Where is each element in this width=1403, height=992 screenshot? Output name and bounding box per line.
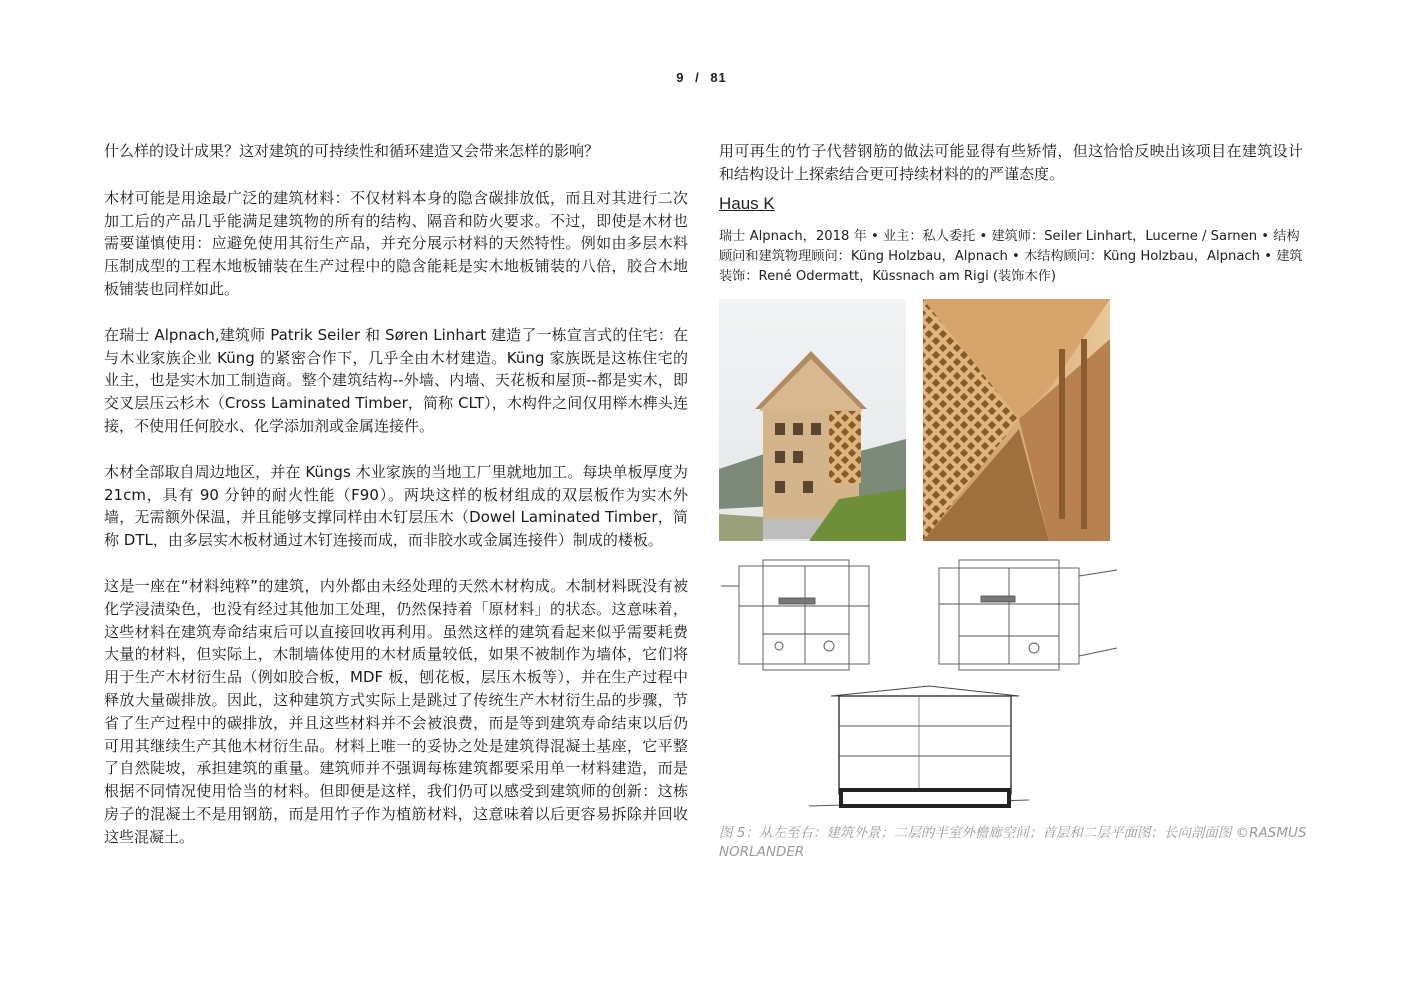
long-section <box>809 686 1029 808</box>
paragraph: 木材全部取自周边地区，并在 Küngs 木业家族的当地工厂里就地加工。每块单板厚度为 21cm，具有 90 分钟的耐火性能（F90）。两块这样的板材组成的双层板作为实木外墙，无需额外保温，并且能够支撑同样由木钉层压木（Dowel Laminated Timber，简称 DTL，由多层实木板材通过木钉连接而成，而非胶水或金属连接件）制成的楼板。 <box>104 462 688 550</box>
page-current: 9 <box>676 70 685 85</box>
ground-floor-plan <box>721 560 869 670</box>
veranda-photo <box>923 299 1110 541</box>
left-column <box>104 140 688 872</box>
floor-plans-and-section <box>719 556 1119 816</box>
paragraph: 用可再生的竹子代替钢筋的做法可能显得有些矫情，但这恰恰反映出该项目在建筑设计和结构设计上探索结合更可持续材料的的严谨态度。 <box>719 142 1303 183</box>
paragraph: 这是一座在“材料纯粹”的建筑，内外都由未经处理的天然木材构成。木制材料既没有被化学浸渍染色，也没有经过其他加工处理，仍然保持着「原材料」的状态。这意味着，这些材料在建筑寿命结束后可以直接回收再利用。虽然这样的建筑看起来似乎需要耗费大量的材料，但实际上，木制墙体使用的木材质量较低，如果不被制作为墙体，它们将用于生产木材衍生品（例如胶合板，MDF 板，刨花板，层压木板等），并在生产过程中释放大量碳排放。因此，这种建筑方式实际上是跳过了传统生产木材衍生品的步骤，节省了生产过程中的碳排放，并且这些材料并不会被浪费，而是等到建筑寿命结束以后仍可用其继续生产其他木材衍生品。材料上唯一的妥协之处是建筑得混凝土基座，它平整了自然陡坡，承担建筑的重量。建筑师并不强调每栋建筑都要采用单一材料建造，而是根据不同情况使用恰当的材料。但即便是这样，我们仍可以感受到建筑师的创新：这栋房子的混凝土不是用钢筋，而是用竹子作为植筋材料，这意味着以后更容易拆除并回收这些混凝土。 <box>104 576 688 846</box>
page-total: 81 <box>710 70 727 85</box>
upper-floor-plan <box>939 560 1117 670</box>
right-column <box>719 140 1303 287</box>
project-photos <box>719 299 1119 541</box>
exterior-photo <box>719 299 906 541</box>
figure-caption: 图 5：从左至右：建筑外景；二层的半室外檐廊空间；首层和二层平面图；长向剖面图 ©RASMUS NORLANDER <box>719 825 1307 860</box>
page-number <box>0 70 1403 85</box>
page-separator: / <box>695 70 700 85</box>
paragraph: 什么样的设计成果？这对建筑的可持续性和循环建造又会带来怎样的影响？ <box>104 142 600 160</box>
project-title: Haus K <box>719 193 775 213</box>
project-credits: 瑞士 Alpnach，2018 年 • 业主：私人委托 • 建筑师：Seiler Linhart，Lucerne / Sarnen • 结构顾问和建筑物理顾问：Küng Holzbau，Alpnach • 木结构顾问：Küng Holzbau，Alpnach • 建筑装饰：René Odermatt，Küssnach am Rigi (装饰木作) <box>719 228 1303 284</box>
paragraph: 在瑞士 Alpnach,建筑师 Patrik Seiler 和 Søren Linhart 建造了一栋宣言式的住宅：在与木业家族企业 Küng 的紧密合作下，几乎全由木材建造。Küng 家族既是这栋住宅的业主，也是实木加工制造商。整个建筑结构--外墙、内墙、天花板和屋顶--都是实木，即交叉层压云杉木（Cross Laminated Timber，简称 CLT），木构件之间仅用榉木榫头连接，不使用任何胶水、化学添加剂或金属连接件。 <box>104 325 688 435</box>
paragraph: 木材可能是用途最广泛的建筑材料：不仅材料本身的隐含碳排放低，而且对其进行二次加工后的产品几乎能满足建筑物的所有的结构、隔音和防火要求。不过，即使是木材也需要谨慎使用：应避免使用其衍生产品，并充分展示材料的天然特性。例如由多层木料压制成型的工程木地板铺装在生产过程中的隐含能耗是实木地板铺装的八倍，胶合木地板铺装也同样如此。 <box>104 188 688 298</box>
